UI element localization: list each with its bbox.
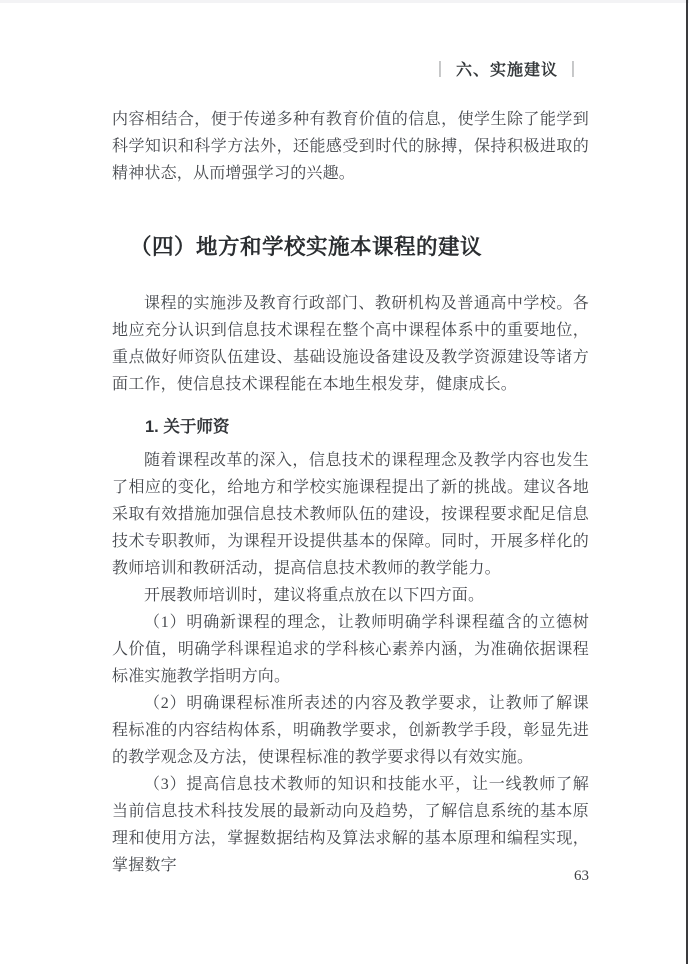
paragraph: （2）明确课程标准所表述的内容及教学要求，让教师了解课程标准的内容结构体系，明确教学要求，创新教学手段，彰显先进的教学观念及方法，使课程标准的教学要求得以有效实施。 [112, 695, 589, 766]
running-header-title: 六、实施建议 [455, 62, 558, 79]
paragraph-continued-from-previous-page: 内容相结合，便于传递多种有教育价值的信息，使学生除了能学到科学知识和科学方法外，还能感受到时代的脉搏，保持积极进取的精神状态，从而增强学习的兴趣。 [112, 111, 589, 182]
section-heading: （四）地方和学校实施本课程的建议 [130, 235, 483, 259]
paragraph: 随着课程改革的深入，信息技术的课程理念及教学内容也发生了相应的变化，给地方和学校实施课程提出了新的挑战。建议各地采取有效措施加强信息技术教师队伍的建设，按课程要求配足信息技术专职教师，为课程开设提供基本的保障。同时，开展多样化的教师培训和教研活动，提高信息技术教师的教学能力。 [112, 452, 589, 577]
running-header [112, 60, 589, 82]
paragraph: 开展教师培训时，建议将重点放在以下四方面。 [144, 587, 485, 604]
paragraph: （1）明确新课程的理念，让教师明确学科课程蕴含的立德树人价值，明确学科课程追求的学科核心素养内涵，为准确依据课程标准实施教学指明方向。 [112, 614, 589, 685]
page-number: 63 [574, 868, 589, 884]
header-bar-left: ｜ [431, 62, 449, 79]
paragraph-cut-off-at-page-bottom: （3）提高信息技术教师的知识和技能水平，让一线教师了解当前信息技术科技发展的最新动向及趋势，了解信息系统的基本原理和使用方法，掌握数据结构及算法求解的基本原理和编程实现，掌握数字 [112, 776, 589, 874]
page-edge-line [686, 0, 688, 964]
section-intro-paragraph: 课程的实施涉及教育行政部门、教研机构及普通高中学校。各地应充分认识到信息技术课程在整个高中课程体系中的重要地位，重点做好师资队伍建设、基础设施设备建设及教学资源建设等诸方面工作，使信息技术课程能在本地生根发芽，健康成长。 [112, 295, 589, 393]
subsection-heading: 1. 关于师资 [145, 418, 230, 436]
header-bar-right: ｜ [564, 62, 582, 79]
page-content [112, 0, 589, 879]
